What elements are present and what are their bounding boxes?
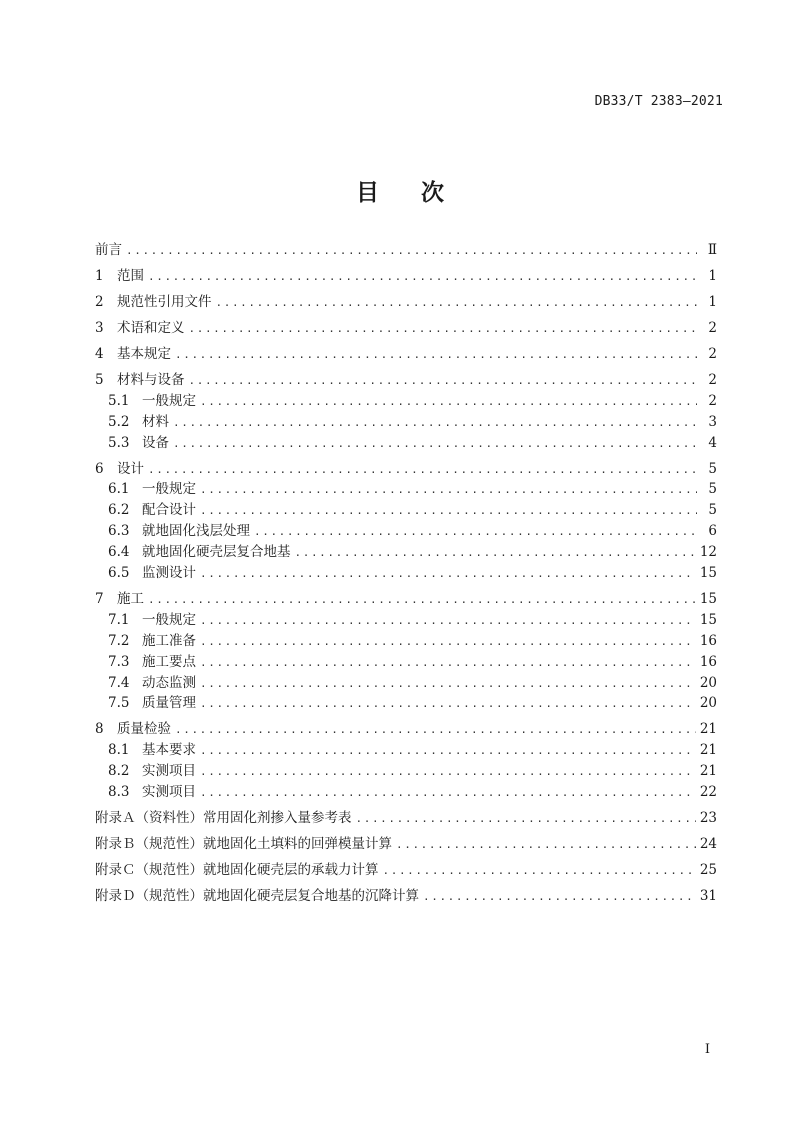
toc-entry-page: 2 [708,319,717,336]
toc-entry-label: 实测项目 [142,784,196,801]
toc-leader-dots [189,371,698,392]
toc-entry[interactable] [95,886,717,907]
toc-entry-page: 3 [708,413,717,430]
title-char-2: 次 [421,179,444,206]
toc-entry-label: 动态监测 [142,674,196,691]
page-number: I [704,1042,710,1057]
toc-entry[interactable] [95,459,717,480]
toc-entry-page: 31 [699,888,717,905]
toc-leader-dots [175,720,696,741]
toc-entry[interactable] [95,240,717,261]
toc-entry-label: 基本要求 [142,742,196,759]
toc-entry-number: 6.4 [108,544,130,561]
toc-leader-dots [200,564,696,585]
toc-entry-label: 术语和定义 [117,319,185,336]
toc-entry-number: 7.3 [108,653,130,670]
toc-entry-label: 设计 [117,460,144,477]
toc-leader-dots [200,674,696,695]
toc-entry-label: 规范性引用文件 [117,293,212,310]
toc-entry-label: 配合设计 [142,502,196,519]
toc-leader-dots [200,501,697,522]
toc-entry-number: 7.1 [108,611,130,628]
toc-entry[interactable] [95,834,717,855]
toc-entry[interactable] [95,521,717,542]
toc-entry-number: 6.5 [108,565,130,582]
toc-entry-page: 5 [708,502,717,519]
toc-leader-dots [216,293,698,314]
toc-entry-page: 20 [699,674,717,691]
toc-entry[interactable] [95,292,717,313]
toc-entry[interactable] [95,740,717,761]
toc-entry[interactable] [95,344,717,365]
toc-entry[interactable] [95,318,717,339]
toc-entry-page: 1 [708,267,717,284]
toc-leader-dots [383,861,696,882]
toc-entry-number: 7.5 [108,695,130,712]
toc-entry-page: 25 [699,862,717,879]
toc-entry-label: 附录Ｄ（规范性）就地固化硬壳层复合地基的沉降计算 [95,888,419,905]
toc-entry-page: 21 [699,763,717,780]
toc-entry-page: 22 [699,784,717,801]
toc-entry-page: 1 [708,293,717,310]
toc-entry-label: 前言 [95,242,122,258]
toc-entry-number: 8.1 [108,742,130,759]
toc-entry-number: 5 [95,371,104,388]
toc-leader-dots [148,460,697,481]
toc-entry-label: 一般规定 [142,481,196,498]
toc-entry-page: 6 [708,523,717,540]
toc-entry-number: 3 [95,319,104,336]
toc-entry-page: 2 [708,371,717,388]
toc-leader-dots [200,480,697,501]
toc-entry-label: 一般规定 [142,611,196,628]
toc-leader-dots [200,762,696,783]
toc-entry[interactable] [95,652,717,673]
toc-entry-label: 施工 [117,591,144,608]
toc-entry-page: 4 [708,434,717,451]
toc-entry-number: 7.4 [108,674,130,691]
toc-entry-page: 15 [699,565,717,582]
toc-entry-label: 实测项目 [142,763,196,780]
toc-entry-number: 7.2 [108,632,130,649]
toc-leader-dots [200,611,696,632]
toc-entry-page: 15 [699,591,717,608]
toc-entry-label: 施工要点 [142,653,196,670]
toc-entry-number: 5.2 [108,413,130,430]
toc-leader-dots [126,241,697,262]
toc-leader-dots [423,887,696,908]
title-char-1: 目 [356,179,379,206]
toc-entry-label: 监测设计 [142,565,196,582]
toc-entry-label: 施工准备 [142,632,196,649]
toc-entry[interactable] [95,500,717,521]
toc-entry-number: 6.1 [108,481,130,498]
toc-leader-dots [148,267,697,288]
toc-entry-number: 2 [95,293,104,310]
toc-entry-label: 就地固化硬壳层复合地基 [142,544,291,561]
toc-entry-number: 6 [95,460,104,477]
toc-entry[interactable] [95,370,717,391]
toc-entry[interactable] [95,610,717,631]
toc-entry-page: 16 [699,632,717,649]
toc-leader-dots [200,653,696,674]
toc-entry-number: 7 [95,591,104,608]
toc-entry-page: 16 [699,653,717,670]
toc-entry-page: 20 [699,695,717,712]
toc-leader-dots [254,522,697,543]
toc-entry[interactable] [95,412,717,433]
toc-entry-label: 质量管理 [142,695,196,712]
toc-leader-dots [189,319,698,340]
toc-leader-dots [148,590,696,611]
toc-entry-page: 23 [699,810,717,827]
toc-entry[interactable] [95,479,717,500]
toc-entry[interactable] [95,589,717,610]
toc-leader-dots [173,413,697,434]
document-code: DB33/T 2383—2021 [594,94,723,109]
toc-entry-page: 15 [699,611,717,628]
toc-entry-page: 5 [708,460,717,477]
toc-entry-number: 4 [95,345,104,362]
toc-entry[interactable] [95,673,717,694]
toc-entry-page: Ⅱ [707,242,717,258]
toc-leader-dots [200,694,696,715]
toc-leader-dots [396,835,696,856]
toc-leader-dots [356,809,696,830]
toc-entry-number: 8 [95,721,104,738]
toc-entry-label: 一般规定 [142,392,196,409]
toc-entry[interactable] [95,563,717,584]
toc-entry-number: 8.2 [108,763,130,780]
toc-leader-dots [200,392,697,413]
toc-entry[interactable] [95,719,717,740]
toc-entry-label: 材料 [142,413,169,430]
toc-entry-label: 附录Ｂ（规范性）就地固化土填料的回弹模量计算 [95,836,392,853]
toc-entry-page: 5 [708,481,717,498]
toc-leader-dots [175,345,697,366]
toc-entry-label: 附录Ａ（资料性）常用固化剂掺入量参考表 [95,810,352,827]
toc-leader-dots [173,434,697,455]
toc-entry-label: 基本规定 [117,345,171,362]
toc-leader-dots [200,783,696,804]
toc-entry-page: 12 [699,544,717,561]
toc-leader-dots [295,543,696,564]
table-of-contents [95,240,717,907]
toc-entry[interactable] [95,631,717,652]
toc-entry[interactable] [95,266,717,287]
toc-entry-number: 5.3 [108,434,130,451]
toc-entry-number: 1 [95,267,104,284]
toc-entry[interactable] [95,693,717,714]
toc-entry-page: 21 [699,742,717,759]
toc-entry[interactable] [95,860,717,881]
toc-entry-page: 24 [699,836,717,853]
toc-entry[interactable] [95,542,717,563]
toc-entry-number: 5.1 [108,392,130,409]
toc-entry-label: 附录Ｃ（规范性）就地固化硬壳层的承载力计算 [95,862,379,879]
toc-entry[interactable] [95,782,717,803]
toc-entry[interactable] [95,761,717,782]
toc-entry-page: 2 [708,392,717,409]
toc-entry-label: 范围 [117,267,144,284]
toc-entry[interactable] [95,433,717,454]
toc-entry-number: 8.3 [108,784,130,801]
page-title [0,174,800,207]
toc-entry-label: 就地固化浅层处理 [142,523,250,540]
toc-entry-label: 质量检验 [117,721,171,738]
toc-leader-dots [200,632,696,653]
toc-leader-dots [200,741,696,762]
toc-entry-page: 2 [708,345,717,362]
toc-entry[interactable] [95,391,717,412]
toc-entry-label: 材料与设备 [117,371,185,388]
toc-entry-number: 6.2 [108,502,130,519]
toc-entry-number: 6.3 [108,523,130,540]
toc-entry[interactable] [95,808,717,829]
toc-entry-label: 设备 [142,434,169,451]
toc-entry-page: 21 [699,721,717,738]
